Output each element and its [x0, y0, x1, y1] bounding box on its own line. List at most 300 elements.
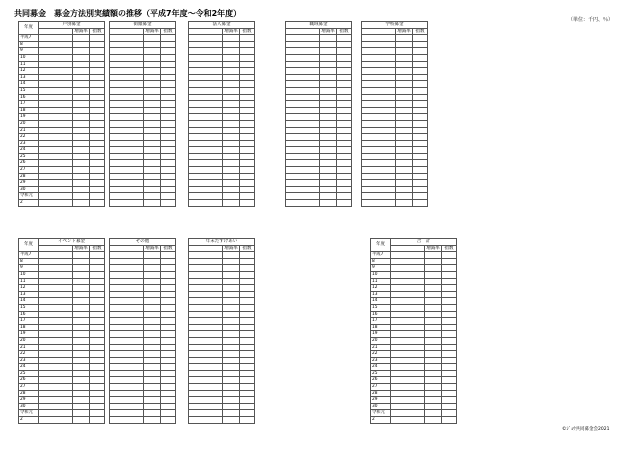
change-cell — [320, 54, 337, 61]
year-cell: 25 — [371, 370, 391, 377]
amount-cell — [189, 410, 223, 417]
index-cell — [413, 120, 428, 127]
change-cell — [144, 337, 161, 344]
year-cell: 20 — [19, 337, 39, 344]
change-cell — [396, 101, 413, 108]
amount-cell — [39, 173, 73, 180]
amount-cell — [286, 180, 320, 187]
amount-cell — [286, 54, 320, 61]
amount-cell — [391, 331, 425, 338]
change-cell — [396, 134, 413, 141]
change-cell — [425, 344, 442, 351]
index-cell — [240, 48, 255, 55]
index-cell — [240, 357, 255, 364]
change-cell — [144, 318, 161, 325]
table-row — [189, 68, 255, 75]
table-row — [110, 200, 176, 207]
index-cell — [90, 337, 105, 344]
table-row — [362, 68, 428, 75]
index-cell — [90, 384, 105, 391]
change-cell — [144, 258, 161, 265]
table-row — [189, 298, 255, 305]
change-cell — [425, 390, 442, 397]
table-row — [286, 114, 352, 121]
change-cell — [223, 87, 240, 94]
table-row — [110, 35, 176, 42]
year-cell: 18 — [19, 107, 39, 114]
year-cell: 16 — [371, 311, 391, 318]
change-cell — [73, 61, 90, 68]
amount-cell — [110, 160, 144, 167]
index-cell — [240, 120, 255, 127]
amount-cell — [286, 186, 320, 193]
amount-cell — [110, 101, 144, 108]
change-cell — [396, 193, 413, 200]
amount-cell — [110, 271, 144, 278]
amount-cell — [110, 68, 144, 75]
category-header: 学校募金 — [362, 22, 428, 29]
index-header: 指数 — [413, 28, 428, 35]
amount-cell — [189, 377, 223, 384]
year-cell: 2 — [19, 200, 39, 207]
amount-cell — [110, 167, 144, 174]
index-cell — [90, 186, 105, 193]
change-cell — [223, 193, 240, 200]
table-row — [286, 160, 352, 167]
amount-cell — [110, 147, 144, 154]
amount-cell — [391, 252, 425, 259]
change-cell — [73, 324, 90, 331]
index-header: 指数 — [90, 245, 105, 252]
index-cell — [240, 291, 255, 298]
table-row — [362, 41, 428, 48]
amount-cell — [110, 193, 144, 200]
amount-cell — [110, 153, 144, 160]
index-cell — [90, 114, 105, 121]
year-cell: 20 — [371, 337, 391, 344]
table-row — [362, 147, 428, 154]
amount-cell — [362, 54, 396, 61]
index-cell — [161, 390, 176, 397]
amount-cell — [39, 35, 73, 42]
index-cell — [240, 127, 255, 134]
amount-cell — [189, 351, 223, 358]
table-row — [189, 167, 255, 174]
amount-cell — [362, 94, 396, 101]
index-cell — [413, 94, 428, 101]
index-cell — [161, 35, 176, 42]
index-cell — [442, 298, 457, 305]
table-row — [362, 101, 428, 108]
index-cell — [161, 417, 176, 424]
change-cell — [73, 101, 90, 108]
table-row — [189, 364, 255, 371]
index-cell — [442, 337, 457, 344]
change-cell — [223, 107, 240, 114]
index-cell — [90, 304, 105, 311]
change-cell — [73, 337, 90, 344]
change-cell — [73, 120, 90, 127]
index-cell — [90, 68, 105, 75]
index-cell — [337, 114, 352, 121]
index-cell — [413, 193, 428, 200]
change-cell — [320, 35, 337, 42]
change-cell — [320, 81, 337, 88]
change-cell — [144, 74, 161, 81]
table-row — [19, 410, 105, 417]
change-cell — [223, 318, 240, 325]
index-cell — [337, 160, 352, 167]
table-b1 — [18, 238, 105, 424]
index-cell — [90, 81, 105, 88]
amount-cell — [391, 364, 425, 371]
table-row — [110, 186, 176, 193]
change-cell — [223, 94, 240, 101]
change-cell — [425, 298, 442, 305]
index-cell — [413, 153, 428, 160]
year-cell: 平成7 — [371, 252, 391, 259]
amount-cell — [110, 384, 144, 391]
amount-cell — [39, 311, 73, 318]
index-cell — [90, 140, 105, 147]
change-cell — [223, 54, 240, 61]
table-row — [19, 180, 105, 187]
change-cell — [144, 120, 161, 127]
amount-cell — [39, 298, 73, 305]
table-row — [110, 403, 176, 410]
table-row — [189, 278, 255, 285]
index-cell — [161, 54, 176, 61]
change-cell — [223, 200, 240, 207]
table-row — [286, 35, 352, 42]
index-cell — [240, 351, 255, 358]
amount-cell — [362, 134, 396, 141]
change-cell — [144, 357, 161, 364]
year-cell: 28 — [19, 390, 39, 397]
index-cell — [161, 160, 176, 167]
index-cell — [337, 87, 352, 94]
change-cell — [425, 271, 442, 278]
index-cell — [90, 298, 105, 305]
amount-cell — [39, 265, 73, 272]
change-cell — [320, 160, 337, 167]
amount-cell — [39, 285, 73, 292]
amount-cell — [189, 153, 223, 160]
table-row — [110, 252, 176, 259]
index-cell — [240, 252, 255, 259]
amount-cell — [391, 410, 425, 417]
index-cell — [161, 265, 176, 272]
amount-cell — [362, 167, 396, 174]
year-cell: 12 — [371, 285, 391, 292]
amount-cell — [362, 153, 396, 160]
year-cell: 26 — [19, 377, 39, 384]
amount-cell — [110, 370, 144, 377]
amount-cell — [110, 403, 144, 410]
table-row — [110, 41, 176, 48]
table-row — [371, 331, 457, 338]
change-cell — [144, 311, 161, 318]
table-row — [110, 318, 176, 325]
index-cell — [90, 364, 105, 371]
amount-cell — [189, 107, 223, 114]
change-cell — [223, 48, 240, 55]
year-cell: 26 — [371, 377, 391, 384]
table-row — [19, 41, 105, 48]
amount-cell — [39, 120, 73, 127]
table-row — [286, 101, 352, 108]
change-cell — [144, 364, 161, 371]
index-cell — [337, 127, 352, 134]
change-cell — [144, 81, 161, 88]
index-cell — [442, 351, 457, 358]
change-cell — [425, 337, 442, 344]
year-cell: 29 — [19, 397, 39, 404]
change-cell — [73, 318, 90, 325]
index-cell — [240, 61, 255, 68]
change-cell — [425, 252, 442, 259]
amount-header — [189, 28, 223, 35]
index-cell — [90, 390, 105, 397]
change-cell — [144, 271, 161, 278]
table-row — [19, 397, 105, 404]
change-cell — [425, 384, 442, 391]
change-cell — [425, 258, 442, 265]
index-cell — [90, 200, 105, 207]
table-row — [110, 351, 176, 358]
table-row — [189, 147, 255, 154]
index-cell — [413, 41, 428, 48]
change-cell — [425, 403, 442, 410]
table-row — [19, 120, 105, 127]
index-cell — [337, 193, 352, 200]
index-cell — [161, 147, 176, 154]
year-cell: 19 — [371, 331, 391, 338]
index-cell — [161, 298, 176, 305]
amount-cell — [110, 344, 144, 351]
index-cell — [240, 311, 255, 318]
table-row — [19, 370, 105, 377]
change-cell — [144, 344, 161, 351]
amount-cell — [39, 127, 73, 134]
change-cell — [223, 173, 240, 180]
index-cell — [442, 304, 457, 311]
index-cell — [442, 377, 457, 384]
change-cell — [223, 167, 240, 174]
amount-cell — [39, 390, 73, 397]
table-row — [371, 390, 457, 397]
amount-cell — [189, 134, 223, 141]
amount-header — [286, 28, 320, 35]
index-cell — [240, 298, 255, 305]
index-cell — [240, 35, 255, 42]
change-cell — [320, 200, 337, 207]
table-row — [286, 54, 352, 61]
amount-cell — [39, 337, 73, 344]
table-row — [110, 285, 176, 292]
table-row — [110, 278, 176, 285]
change-cell — [223, 291, 240, 298]
change-cell — [320, 140, 337, 147]
table-row — [362, 140, 428, 147]
amount-cell — [189, 87, 223, 94]
change-cell — [396, 107, 413, 114]
table-row — [371, 278, 457, 285]
table-row — [189, 271, 255, 278]
amount-cell — [362, 186, 396, 193]
amount-cell — [39, 417, 73, 424]
index-cell — [240, 180, 255, 187]
table-row — [19, 331, 105, 338]
amount-cell — [362, 68, 396, 75]
index-cell — [337, 186, 352, 193]
change-cell — [73, 140, 90, 147]
amount-cell — [110, 311, 144, 318]
change-cell — [144, 160, 161, 167]
amount-cell — [391, 384, 425, 391]
amount-header — [39, 245, 73, 252]
table-row — [286, 61, 352, 68]
change-cell — [73, 410, 90, 417]
amount-cell — [391, 318, 425, 325]
table-row — [110, 153, 176, 160]
index-cell — [90, 417, 105, 424]
amount-cell — [391, 278, 425, 285]
index-cell — [161, 252, 176, 259]
year-cell: 平成7 — [19, 35, 39, 42]
year-cell: 13 — [19, 291, 39, 298]
index-cell — [442, 384, 457, 391]
table-row — [371, 417, 457, 424]
table-row — [286, 186, 352, 193]
change-cell — [144, 410, 161, 417]
amount-cell — [286, 114, 320, 121]
year-cell: 22 — [19, 351, 39, 358]
index-cell — [90, 147, 105, 154]
index-cell — [161, 291, 176, 298]
year-cell: 13 — [371, 291, 391, 298]
amount-cell — [189, 74, 223, 81]
change-cell — [320, 147, 337, 154]
table-row — [371, 285, 457, 292]
table-row — [19, 357, 105, 364]
amount-cell — [362, 140, 396, 147]
table-row — [189, 94, 255, 101]
index-cell — [337, 180, 352, 187]
change-cell — [144, 180, 161, 187]
change-cell — [73, 87, 90, 94]
table-row — [371, 311, 457, 318]
change-cell — [396, 54, 413, 61]
year-cell: 20 — [19, 120, 39, 127]
amount-cell — [362, 81, 396, 88]
year-cell: 2 — [19, 417, 39, 424]
table-row — [19, 134, 105, 141]
amount-cell — [189, 101, 223, 108]
index-cell — [90, 351, 105, 358]
index-cell — [240, 41, 255, 48]
table-row — [189, 390, 255, 397]
amount-cell — [391, 370, 425, 377]
change-cell — [425, 417, 442, 424]
table-row — [371, 370, 457, 377]
index-cell — [240, 344, 255, 351]
change-cell — [73, 153, 90, 160]
index-cell — [161, 48, 176, 55]
table-row — [189, 74, 255, 81]
amount-cell — [391, 390, 425, 397]
table-row — [110, 417, 176, 424]
change-cell — [73, 193, 90, 200]
table-row — [371, 397, 457, 404]
table-row — [19, 68, 105, 75]
table-row — [371, 291, 457, 298]
change-cell — [73, 331, 90, 338]
table-row — [286, 140, 352, 147]
table-row — [286, 94, 352, 101]
table-b4 — [370, 238, 457, 424]
year-cell: 21 — [19, 127, 39, 134]
table-row — [286, 120, 352, 127]
amount-cell — [189, 390, 223, 397]
index-cell — [161, 186, 176, 193]
change-cell — [425, 265, 442, 272]
index-cell — [161, 258, 176, 265]
table-row — [362, 153, 428, 160]
change-cell — [144, 390, 161, 397]
amount-cell — [189, 278, 223, 285]
table-row — [19, 160, 105, 167]
index-cell — [240, 370, 255, 377]
index-cell — [442, 390, 457, 397]
change-cell — [320, 61, 337, 68]
index-cell — [413, 160, 428, 167]
change-cell — [425, 285, 442, 292]
amount-cell — [189, 167, 223, 174]
year-cell: 18 — [371, 324, 391, 331]
amount-cell — [39, 87, 73, 94]
table-row — [371, 304, 457, 311]
amount-cell — [110, 94, 144, 101]
table-row — [362, 61, 428, 68]
change-cell — [73, 127, 90, 134]
index-cell — [161, 180, 176, 187]
amount-cell — [189, 265, 223, 272]
change-cell — [73, 403, 90, 410]
amount-cell — [110, 285, 144, 292]
amount-cell — [110, 390, 144, 397]
amount-cell — [189, 94, 223, 101]
table-row — [19, 114, 105, 121]
amount-cell — [110, 107, 144, 114]
year-cell: 10 — [19, 54, 39, 61]
index-cell — [442, 410, 457, 417]
table-b3 — [188, 238, 255, 424]
year-cell: 22 — [371, 351, 391, 358]
year-cell: 15 — [19, 87, 39, 94]
table-row — [110, 48, 176, 55]
amount-cell — [110, 351, 144, 358]
index-cell — [90, 397, 105, 404]
table-row — [110, 114, 176, 121]
table-row — [286, 81, 352, 88]
change-cell — [144, 68, 161, 75]
amount-cell — [362, 48, 396, 55]
change-cell — [320, 127, 337, 134]
year-cell: 9 — [371, 265, 391, 272]
table-row — [19, 304, 105, 311]
category-header: 合 計 — [391, 239, 457, 246]
